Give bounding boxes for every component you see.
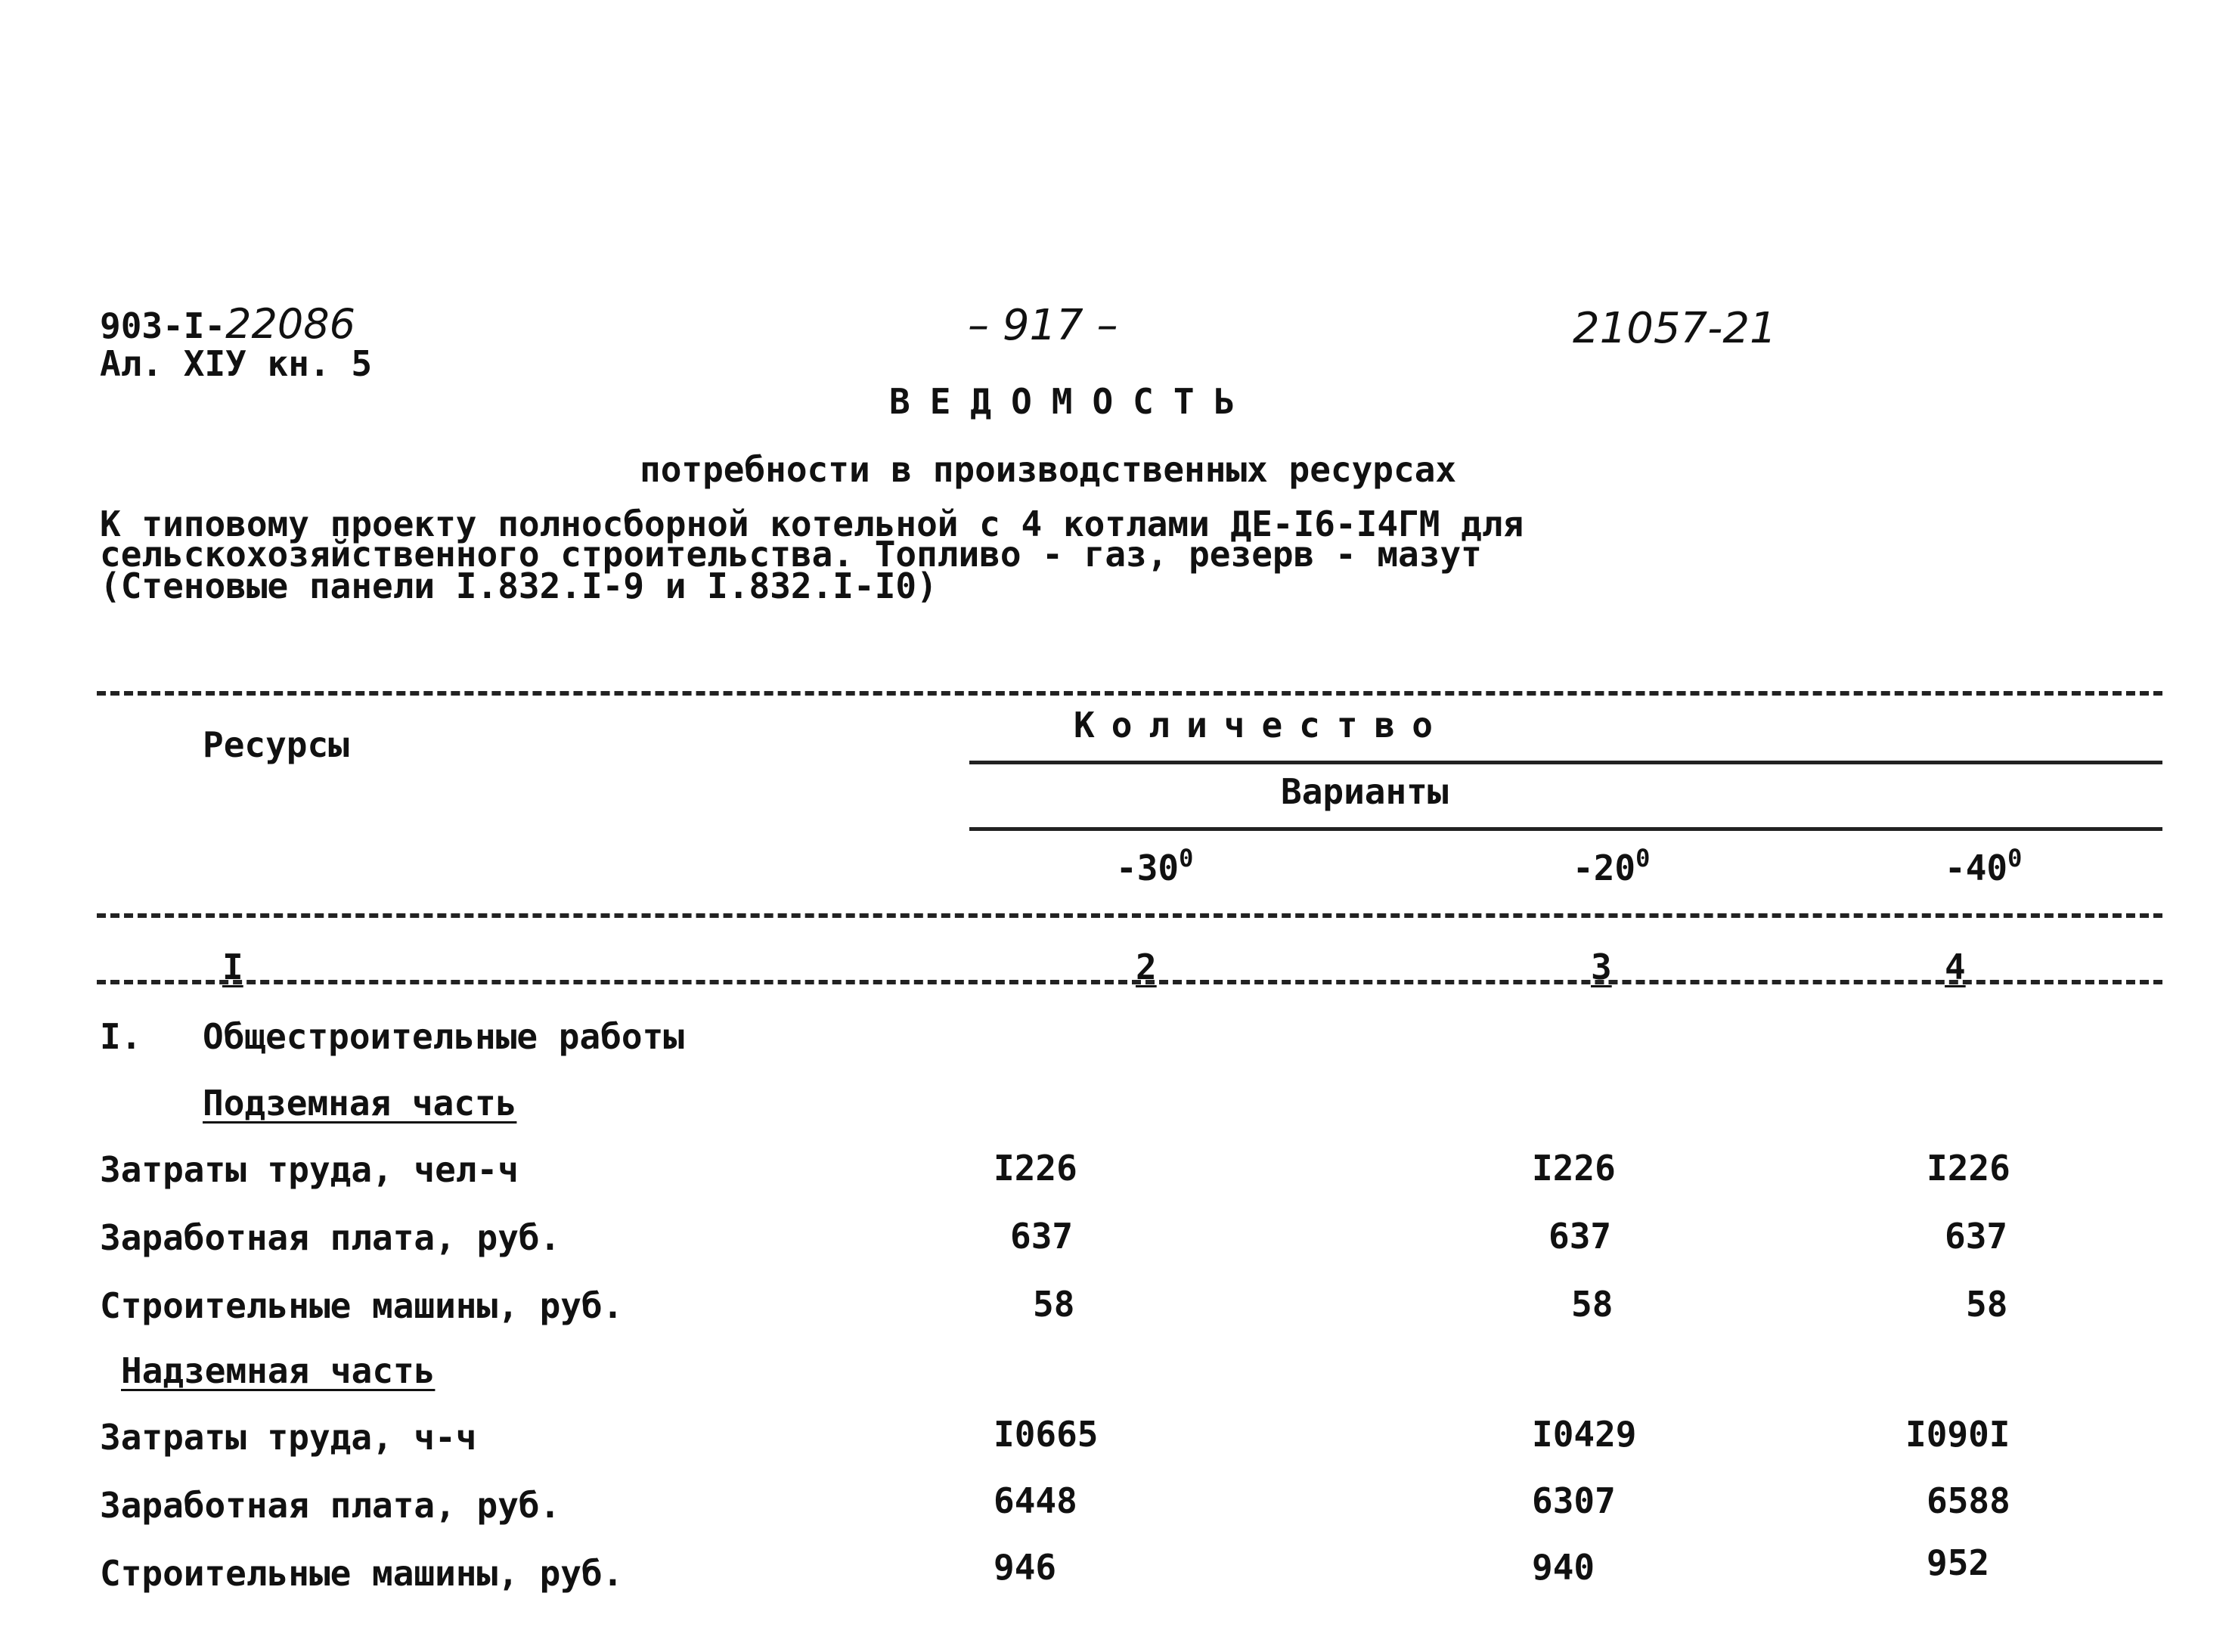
intro-line-2: сельскохозяйственного строительства. Топливо - газ, резерв - мазут [100,534,1482,575]
column-numbers-rule [97,980,2162,984]
column-number-2: 2 [1136,947,1157,987]
row-value-minus-40: I090I [1905,1414,2010,1455]
row-value-minus-30: 58 [1033,1284,1075,1325]
variant-minus-20: $-20^0$ [1573,844,1651,888]
row-value-minus-30: 946 [994,1547,1057,1588]
quantity-rule [969,761,2162,764]
column-header-variants: Варианты [1281,771,1449,812]
page-number: – 917 – [968,301,1118,350]
row-value-minus-40: I226 [1927,1148,2010,1189]
column-header-resources: Ресурсы [203,724,349,765]
row-label: Заработная плата, руб. [100,1485,561,1526]
variant-minus-30: $-30^0$ [1116,844,1194,888]
intro-line-1: К типовому проекту полносборной котельной с 4 котлами ДЕ-I6-I4ГМ для [100,504,1524,544]
row-label: Заработная плата, руб. [100,1217,561,1258]
table-top-rule [97,691,2162,696]
project-code: 21057-21 [1573,304,1777,353]
column-header-quantity: Количество [1074,705,1449,745]
row-value-minus-40: 637 [1945,1216,2008,1257]
row-value-minus-30: 637 [1010,1216,1074,1257]
column-number-1: I [222,947,243,987]
header-bottom-rule [97,913,2162,918]
row-value-minus-20: 637 [1548,1216,1612,1257]
row-value-minus-40: 58 [1966,1284,2008,1325]
row-label: Затраты труда, чел-ч [100,1149,519,1190]
album-line: Ал. XIУ кн. 5 [100,343,373,384]
row-label: Затраты труда, ч-ч [100,1417,477,1458]
intro-line-3: (Стеновые панели I.832.I-9 и I.832.I-I0) [100,566,938,606]
document-subtitle: потребности в производственных ресурсах [640,449,1457,490]
row-value-minus-30: I0665 [994,1414,1099,1455]
row-value-minus-20: I0429 [1532,1414,1637,1455]
row-value-minus-20: 6307 [1532,1480,1616,1521]
variant-minus-40: $-40^0$ [1945,844,2023,888]
row-value-minus-30: I226 [994,1148,1077,1189]
document-title: ВЕДОМОСТЬ [889,381,1255,422]
section-number: I. [100,1016,142,1057]
column-number-3: 3 [1591,947,1612,987]
row-value-minus-40: 6588 [1927,1480,2010,1521]
group-title-underground: Подземная часть [203,1083,517,1124]
document-code [100,300,355,348]
row-label: Строительные машины, руб. [100,1553,624,1594]
series-handwritten: 22086 [225,300,355,348]
section-title: Общестроительные работы [203,1016,684,1057]
row-value-minus-30: 6448 [994,1480,1077,1521]
column-number-4: 4 [1945,947,1966,987]
row-value-minus-40: 952 [1927,1542,1990,1583]
row-value-minus-20: 58 [1571,1284,1614,1325]
page-number-value: 917 [1002,301,1083,350]
row-value-minus-20: 940 [1532,1547,1595,1588]
row-value-minus-20: I226 [1532,1148,1616,1189]
variants-rule [969,827,2162,831]
group-title-aboveground: Надземная часть [121,1350,436,1391]
row-label: Строительные машины, руб. [100,1285,624,1326]
series-typed: 903-I- [100,305,226,346]
